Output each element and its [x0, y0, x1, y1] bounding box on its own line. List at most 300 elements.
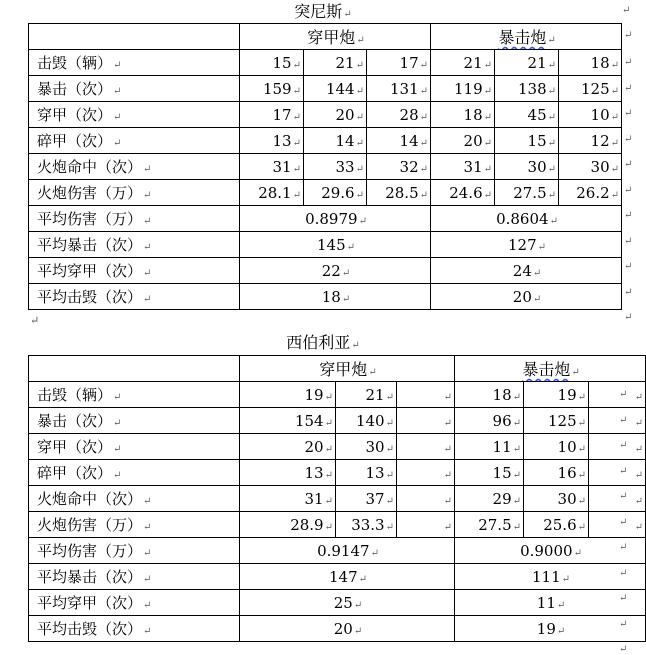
summary-value: 18 [321, 287, 341, 306]
cell-end-mark: ↵ [419, 189, 429, 201]
row-label-cell [29, 486, 240, 512]
cell-end-mark: ↵ [385, 443, 394, 455]
cell-value: 144 [325, 79, 355, 98]
row-end-mark: ↵ [624, 210, 633, 221]
header-row [29, 356, 646, 382]
row-end-mark: ↵ [624, 312, 633, 323]
summary-label: 平均伤害（万） [37, 210, 143, 228]
cell-end-mark: ↵ [143, 522, 152, 533]
summary-value-cell [431, 258, 622, 284]
value-cell [524, 434, 589, 460]
cell-end-mark: ↵ [324, 417, 333, 429]
value-cell [240, 512, 336, 538]
value-cell [589, 434, 646, 460]
summary-value: 127 [508, 235, 537, 254]
row-label: 碎甲（次） [37, 464, 113, 482]
row-end-mark: ↵ [624, 235, 633, 247]
row-label: 火炮命中（次） [37, 490, 143, 508]
cell-end-mark: ↵ [483, 85, 493, 97]
value-cell [495, 128, 559, 154]
row-label: 击毁（辆） [37, 386, 113, 404]
value-cell [524, 408, 589, 434]
row-end-mark: ↵ [624, 261, 633, 272]
cell-end-mark: ↵ [341, 267, 351, 279]
summary-value-cell [455, 538, 646, 564]
value-cell [559, 50, 622, 76]
cell-value: 18 [463, 105, 483, 124]
row-label-cell [29, 102, 240, 128]
value-cell [495, 180, 559, 206]
cell-end-mark: ↵ [419, 59, 429, 71]
table-row [29, 102, 622, 128]
row-label: 穿甲（次） [37, 106, 113, 124]
summary-value-cell [240, 616, 455, 642]
table-row [29, 50, 622, 76]
row-end-mark: ↵ [624, 184, 633, 196]
table1-title-row [0, 1, 646, 23]
summary-label-cell [29, 232, 240, 258]
summary-value: 0.8979 [305, 209, 358, 228]
value-cell [304, 128, 367, 154]
cell-end-mark: ↵ [547, 85, 557, 97]
summary-value: 19 [536, 619, 556, 638]
cell-end-mark: ↵ [419, 85, 429, 97]
summary-row [29, 590, 646, 616]
cell-end-mark: ↵ [292, 137, 301, 149]
row-end-mark: ↵ [619, 516, 628, 528]
cell-value: 30 [527, 157, 547, 176]
cell-value: 17 [399, 53, 419, 72]
row-label-cell [29, 50, 240, 76]
cell-end-mark: ↵ [355, 137, 364, 149]
cell-end-mark: ↵ [512, 521, 522, 533]
cell-value: 25.6 [543, 515, 577, 534]
cell-end-mark: ↵ [610, 85, 620, 97]
row-label-cell [29, 512, 240, 538]
cell-end-mark: ↵ [537, 241, 547, 253]
value-cell [397, 382, 455, 408]
row-end-mark: ↵ [624, 159, 633, 170]
cell-value: 28.5 [385, 183, 419, 202]
cell-value: 13 [272, 131, 292, 150]
summary-value-cell [431, 232, 622, 258]
summary-value-cell [240, 284, 431, 310]
value-cell [367, 76, 431, 102]
value-cell [367, 128, 431, 154]
table2-title: 西伯利亚 [286, 333, 351, 352]
row-end-mark: ↵ [619, 644, 628, 655]
cell-value: 13 [304, 463, 324, 482]
summary-value-cell [240, 232, 431, 258]
value-cell [336, 460, 397, 486]
value-cell [336, 486, 397, 512]
cell-value: 28 [399, 105, 419, 124]
cell-end-mark: ↵ [385, 391, 394, 403]
row-label: 暴击（次） [37, 412, 113, 430]
row-end-mark: ↵ [624, 108, 633, 119]
summary-value: 145 [316, 235, 346, 254]
value-cell [431, 154, 495, 180]
cell-end-mark: ↵ [355, 163, 364, 175]
summary-label-cell [29, 616, 240, 642]
summary-label-cell [29, 258, 240, 284]
value-cell [455, 382, 524, 408]
value-cell [240, 180, 304, 206]
cell-end-mark: ↵ [343, 9, 352, 20]
cell-value: 31 [272, 157, 292, 176]
summary-value-cell [455, 590, 646, 616]
cell-value: 15 [527, 131, 547, 150]
cell-end-mark: ↵ [577, 521, 587, 533]
cell-end-mark: ↵ [556, 599, 566, 611]
cell-value: 29.6 [321, 183, 355, 202]
row-end-mark: ↵ [619, 414, 628, 426]
cell-value: 131 [389, 79, 419, 98]
summary-label-cell [29, 590, 240, 616]
value-cell [240, 102, 304, 128]
table-row [29, 512, 646, 538]
summary-value: 0.9147 [317, 541, 370, 560]
row-end-mark: ↵ [619, 593, 628, 604]
cell-end-mark: ↵ [443, 417, 453, 429]
header-cell-armor-piercing: 穿甲炮↵ [240, 24, 431, 50]
cell-value: 11 [492, 437, 512, 456]
cell-end-mark: ↵ [577, 443, 587, 455]
table1-title: 突尼斯 [294, 2, 343, 21]
row-end-mark: ↵ [619, 465, 628, 477]
value-cell [431, 50, 495, 76]
tunisia-table-body [29, 24, 622, 310]
table-row [29, 460, 646, 486]
cell-end-mark: ↵ [324, 391, 333, 403]
cell-value: 30 [365, 437, 385, 456]
cell-end-mark: ↵ [355, 59, 364, 71]
cell-value: 10 [557, 437, 577, 456]
summary-value-cell [431, 284, 622, 310]
cell-end-mark: ↵ [577, 469, 587, 481]
cell-value: 125 [581, 79, 610, 98]
cell-end-mark: ↵ [324, 469, 333, 481]
cell-end-mark: ↵ [483, 111, 493, 123]
cell-end-mark: ↵ [113, 112, 122, 123]
cell-value: 32 [399, 157, 419, 176]
cell-value: 28.9 [290, 515, 324, 534]
cell-end-mark: ↵ [547, 137, 557, 149]
summary-label: 平均伤害（万） [37, 542, 143, 560]
summary-label: 平均穿甲（次） [37, 594, 143, 612]
cell-end-mark: ↵ [512, 443, 522, 455]
cell-value: 15 [272, 53, 292, 72]
value-cell [455, 460, 524, 486]
value-cell [336, 512, 397, 538]
cell-end-mark: ↵ [358, 215, 367, 227]
cell-end-mark: ↵ [512, 469, 522, 481]
cell-end-mark: ↵ [443, 495, 453, 507]
cell-end-mark: ↵ [341, 293, 351, 305]
cell-value: 26.2 [576, 183, 610, 202]
header-cell-crit: 暴击炮↵ [431, 24, 622, 50]
cell-end-mark: ↵ [113, 470, 122, 481]
value-cell [304, 76, 367, 102]
row-label-cell [29, 434, 240, 460]
value-cell [240, 434, 336, 460]
summary-row [29, 284, 622, 310]
cell-end-mark: ↵ [532, 267, 542, 279]
value-cell [367, 180, 431, 206]
header-cell-armor-piercing: 穿甲炮↵ [240, 356, 455, 382]
table-row [29, 486, 646, 512]
row-end-mark: ↵ [624, 82, 633, 94]
cell-value: 96 [492, 411, 512, 430]
cell-end-mark: ↵ [483, 163, 493, 175]
cell-end-mark: ↵ [573, 547, 582, 559]
cell-value: 37 [365, 489, 385, 508]
cell-end-mark: ↵ [419, 111, 429, 123]
summary-value: 25 [333, 593, 353, 612]
value-cell [495, 102, 559, 128]
cell-value: 21 [365, 385, 385, 404]
cell-end-mark: ↵ [532, 293, 542, 305]
cell-end-mark: ↵ [483, 59, 493, 71]
cell-end-mark: ↵ [351, 340, 360, 351]
cell-value: 20 [335, 105, 355, 124]
header-cell-crit: 暴击炮↵ [455, 356, 646, 382]
cell-end-mark: ↵ [443, 469, 453, 481]
cell-end-mark: ↵ [610, 137, 620, 149]
cell-end-mark: ↵ [353, 625, 363, 637]
table-row [29, 154, 622, 180]
summary-label: 平均暴击（次） [37, 568, 143, 586]
cell-end-mark: ↵ [143, 574, 152, 585]
row-label-cell [29, 76, 240, 102]
cell-value: 31 [304, 489, 324, 508]
value-cell [495, 154, 559, 180]
cell-value: 18 [590, 53, 610, 72]
row-end-mark: ↵ [619, 542, 628, 553]
cell-end-mark: ↵ [324, 495, 333, 507]
value-cell [240, 50, 304, 76]
value-cell [455, 408, 524, 434]
cell-end-mark: ↵ [556, 625, 566, 637]
cell-end-mark: ↵ [370, 547, 379, 559]
row-label: 击毁（辆） [37, 54, 113, 72]
cell-end-mark: ↵ [512, 391, 522, 403]
cell-value: 20 [304, 437, 324, 456]
summary-value-cell [240, 258, 431, 284]
value-cell [524, 382, 589, 408]
cell-end-mark: ↵ [113, 138, 122, 149]
cell-end-mark: ↵ [143, 600, 152, 611]
summary-value: 22 [321, 261, 341, 280]
value-cell [336, 408, 397, 434]
row-end-mark: ↵ [619, 491, 628, 502]
value-cell [431, 102, 495, 128]
row-label-cell [29, 128, 240, 154]
cell-end-mark: ↵ [634, 391, 644, 403]
value-cell [367, 102, 431, 128]
summary-row [29, 232, 622, 258]
cell-end-mark: ↵ [355, 189, 364, 201]
cell-end-mark: ↵ [353, 599, 363, 611]
summary-value-cell [240, 206, 431, 232]
cell-end-mark: ↵ [419, 163, 429, 175]
summary-label: 平均击毁（次） [37, 288, 143, 306]
cell-value: 19 [557, 385, 577, 404]
cell-end-mark: ↵ [113, 392, 122, 403]
cell-end-mark: ↵ [512, 495, 522, 507]
row-label-cell [29, 180, 240, 206]
tunisia-table [28, 23, 622, 310]
cell-end-mark: ↵ [143, 626, 152, 637]
value-cell [304, 180, 367, 206]
row-end-mark: ↵ [622, 5, 631, 16]
cell-value: 29 [492, 489, 512, 508]
row-end-mark: ↵ [624, 30, 633, 41]
cell-end-mark: ↵ [385, 417, 394, 429]
cell-end-mark: ↵ [577, 495, 587, 507]
cell-end-mark: ↵ [355, 85, 364, 97]
value-cell [336, 382, 397, 408]
row-label-cell [29, 382, 240, 408]
paragraph-mark: ↵ [30, 314, 40, 327]
summary-row [29, 564, 646, 590]
cell-end-mark: ↵ [113, 86, 122, 97]
cell-value: 18 [492, 385, 512, 404]
cell-end-mark: ↵ [143, 216, 152, 227]
value-cell [240, 128, 304, 154]
cell-end-mark: ↵ [346, 241, 356, 253]
value-cell [589, 460, 646, 486]
cell-end-mark: ↵ [385, 469, 394, 481]
value-cell [336, 434, 397, 460]
cell-value: 45 [527, 105, 547, 124]
row-label: 火炮伤害（万） [37, 516, 143, 534]
value-cell [367, 50, 431, 76]
row-end-mark: ↵ [624, 133, 633, 145]
row-label: 火炮伤害（万） [37, 184, 143, 202]
cell-value: 21 [463, 53, 483, 72]
siberia-table-body [29, 356, 646, 642]
value-cell [589, 512, 646, 538]
cell-end-mark: ↵ [547, 59, 557, 71]
table-row [29, 180, 622, 206]
cell-end-mark: ↵ [143, 294, 152, 305]
value-cell [240, 382, 336, 408]
cell-end-mark: ↵ [577, 417, 587, 429]
summary-label: 平均击毁（次） [37, 620, 143, 638]
summary-row [29, 538, 646, 564]
cell-end-mark: ↵ [292, 111, 301, 123]
value-cell [455, 512, 524, 538]
summary-label: 平均暴击（次） [37, 236, 143, 254]
cell-end-mark: ↵ [577, 391, 587, 403]
value-cell [397, 486, 455, 512]
cell-value: 15 [492, 463, 512, 482]
table-row [29, 128, 622, 154]
header-empty-cell [29, 356, 240, 382]
cell-end-mark: ↵ [549, 215, 558, 227]
value-cell [397, 460, 455, 486]
value-cell [397, 512, 455, 538]
cell-end-mark: ↵ [634, 469, 644, 481]
table-row [29, 76, 622, 102]
cell-end-mark: ↵ [483, 137, 493, 149]
value-cell [367, 154, 431, 180]
summary-label-cell [29, 206, 240, 232]
cell-value: 10 [590, 105, 610, 124]
summary-value-cell [431, 206, 622, 232]
value-cell [431, 180, 495, 206]
cell-end-mark: ↵ [443, 521, 453, 533]
cell-value: 27.5 [513, 183, 547, 202]
summary-label-cell [29, 284, 240, 310]
cell-value: 125 [547, 411, 577, 430]
cell-end-mark: ↵ [143, 164, 152, 175]
summary-value: 24 [512, 261, 532, 280]
cell-value: 21 [335, 53, 355, 72]
value-cell [559, 76, 622, 102]
cell-value: 159 [262, 79, 292, 98]
siberia-table [28, 355, 646, 642]
cell-value: 14 [399, 131, 419, 150]
cell-value: 33.3 [351, 515, 385, 534]
row-end-mark: ↵ [619, 389, 628, 400]
value-cell [589, 486, 646, 512]
summary-value-cell [240, 590, 455, 616]
summary-label: 平均穿甲（次） [37, 262, 143, 280]
cell-end-mark: ↵ [547, 189, 557, 201]
cell-value: 24.6 [449, 183, 483, 202]
summary-value: 147 [328, 567, 358, 586]
summary-value-cell [240, 538, 455, 564]
summary-value-cell [240, 564, 455, 590]
cell-end-mark: ↵ [443, 391, 453, 403]
value-cell [495, 76, 559, 102]
cell-value: 138 [517, 79, 547, 98]
cell-end-mark: ↵ [419, 137, 429, 149]
cell-value: 19 [304, 385, 324, 404]
summary-label-cell [29, 564, 240, 590]
cell-end-mark: ↵ [634, 495, 644, 507]
value-cell [431, 76, 495, 102]
row-end-mark: ↵ [619, 440, 628, 451]
value-cell [589, 408, 646, 434]
value-cell [304, 50, 367, 76]
cell-value: 16 [557, 463, 577, 482]
cell-value: 154 [294, 411, 324, 430]
cell-end-mark: ↵ [292, 59, 301, 71]
cell-value: 20 [463, 131, 483, 150]
cell-value: 21 [527, 53, 547, 72]
summary-label-cell [29, 538, 240, 564]
cell-end-mark: ↵ [324, 521, 333, 533]
summary-value: 0.8604 [496, 209, 549, 228]
cell-end-mark: ↵ [292, 85, 301, 97]
cell-value: 12 [590, 131, 610, 150]
cell-value: 33 [335, 157, 355, 176]
table-row [29, 408, 646, 434]
cell-end-mark: ↵ [143, 268, 152, 279]
cell-value: 119 [453, 79, 483, 98]
cell-end-mark: ↵ [143, 242, 152, 253]
value-cell [240, 76, 304, 102]
cell-value: 30 [557, 489, 577, 508]
value-cell [495, 50, 559, 76]
value-cell [524, 460, 589, 486]
cell-end-mark: ↵ [358, 573, 368, 585]
value-cell [455, 486, 524, 512]
cell-end-mark: ↵ [547, 163, 557, 175]
